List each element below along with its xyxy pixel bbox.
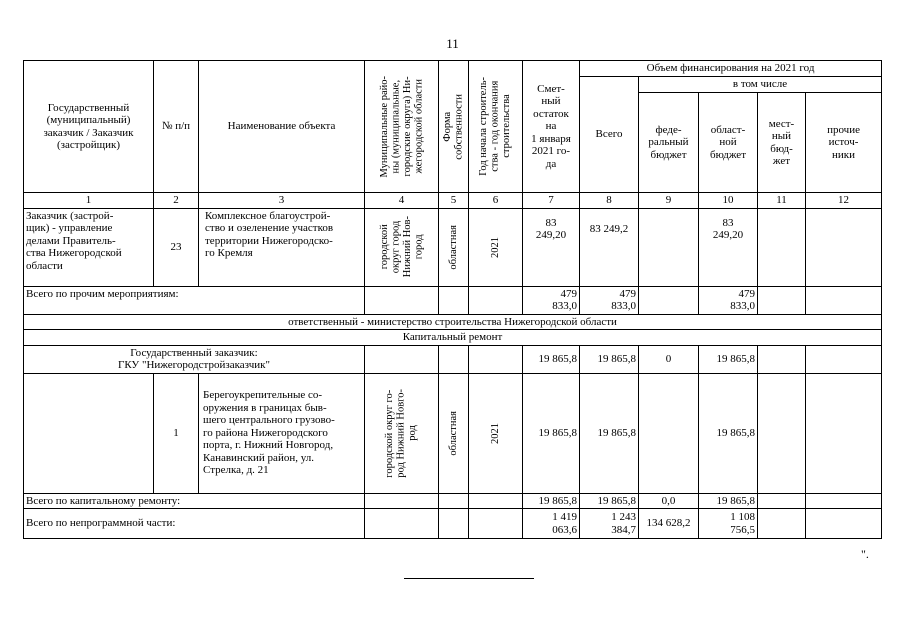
column-number: 5	[439, 193, 469, 209]
column-number: 1	[24, 193, 154, 209]
section-responsible: ответственный - министерство строительства Нижегородской области	[24, 314, 882, 330]
row-label: Всего по капитальному ремонту:	[24, 493, 365, 509]
row-customer: Заказчик (застрой- щик) - управление делами Правитель- ства Нижегородской области	[24, 208, 154, 286]
section-row	[24, 330, 882, 346]
header-ownership: Форма собственности	[439, 61, 469, 193]
row-total: 83 249,2	[580, 208, 639, 286]
row-regional: 19 865,8	[699, 493, 758, 509]
header-years: Год начала строитель- ства - год окончания строительства	[469, 61, 523, 193]
row-other	[806, 208, 882, 286]
row-district: городской округ го- род Нижний Новго- род	[365, 373, 439, 493]
row-year: 2021	[469, 208, 523, 286]
row-regional: 479 833,0	[699, 286, 758, 314]
row-total: 19 865,8	[580, 373, 639, 493]
row-regional: 1 108 756,5	[699, 509, 758, 539]
section-capital: Капитальный ремонт	[24, 330, 882, 346]
closing-mark: ".	[861, 547, 869, 561]
row-object-name: Комплексное благоустрой- ство и озеленение участков территории Нижегородско- го Кремля	[199, 208, 365, 286]
row-year: 2021	[469, 373, 523, 493]
column-number: 9	[639, 193, 699, 209]
row-object-name: Берегоукрепительные со- оружения в границах быв- шего центрального грузово- го района Нижегородского порта, г. Нижний Новгород, Канавинский район, ул. Стрелка, д. 21	[199, 373, 365, 493]
page-number: 11	[446, 36, 459, 51]
row-num: 1	[154, 373, 199, 493]
row-ownership: областная	[439, 373, 469, 493]
row-total: 1 243 384,7	[580, 509, 639, 539]
row-ownership: областная	[439, 208, 469, 286]
table-row	[24, 286, 882, 314]
header-regional: област- ной бюджет	[699, 93, 758, 193]
header-total: Всего	[580, 77, 639, 193]
financing-table	[23, 60, 882, 539]
section-row	[24, 314, 882, 330]
row-label: Всего по прочим мероприятиям:	[24, 286, 365, 314]
row-district: городской округ город Нижний Нов- город	[365, 208, 439, 286]
row-federal: 134 628,2	[639, 509, 699, 539]
row-federal: 0,0	[639, 493, 699, 509]
header-customer: Государственный (муниципальный) заказчик / Заказчик (застройщик)	[24, 61, 154, 193]
row-regional: 19 865,8	[699, 373, 758, 493]
header-financing: Объем финансирования на 2021 год	[580, 61, 882, 77]
table-row	[24, 493, 882, 509]
header-object-name: Наименование объекта	[199, 61, 365, 193]
row-remaining: 19 865,8	[523, 373, 580, 493]
row-federal: 0	[639, 345, 699, 373]
header-other: прочие источ- ники	[806, 93, 882, 193]
column-number: 3	[199, 193, 365, 209]
row-regional: 19 865,8	[699, 345, 758, 373]
footnote-divider	[404, 578, 534, 579]
row-remaining: 19 865,8	[523, 493, 580, 509]
row-local	[758, 208, 806, 286]
header-including: в том числе	[639, 77, 882, 93]
row-num: 23	[154, 208, 199, 286]
column-number: 12	[806, 193, 882, 209]
row-remaining: 19 865,8	[523, 345, 580, 373]
row-total: 479 833,0	[580, 286, 639, 314]
table-row	[24, 373, 882, 493]
column-number: 8	[580, 193, 639, 209]
row-remaining: 83 249,20	[523, 208, 580, 286]
row-remaining: 479 833,0	[523, 286, 580, 314]
row-label: Государственный заказчик: ГКУ "Нижегородстройзаказчик"	[24, 345, 365, 373]
column-number: 4	[365, 193, 439, 209]
header-district: Муниципальные райо- ны (муниципальные, городские округа) Ни- жегородской области	[365, 61, 439, 193]
header-num: № п/п	[154, 61, 199, 193]
row-regional: 83 249,20	[699, 208, 758, 286]
column-number: 11	[758, 193, 806, 209]
column-number: 2	[154, 193, 199, 209]
header-federal: феде- ральный бюджет	[639, 93, 699, 193]
header-local: мест- ный бюд- жет	[758, 93, 806, 193]
column-number: 7	[523, 193, 580, 209]
table-row	[24, 345, 882, 373]
row-total: 19 865,8	[580, 493, 639, 509]
header-remaining: Смет- ный остаток на 1 января 2021 го- да	[523, 61, 580, 193]
row-label: Всего по непрограммной части:	[24, 509, 365, 539]
column-number: 10	[699, 193, 758, 209]
table-row	[24, 509, 882, 539]
table-row	[24, 208, 882, 286]
column-numbers-row	[24, 193, 882, 209]
row-total: 19 865,8	[580, 345, 639, 373]
row-remaining: 1 419 063,6	[523, 509, 580, 539]
column-number: 6	[469, 193, 523, 209]
row-federal	[639, 208, 699, 286]
